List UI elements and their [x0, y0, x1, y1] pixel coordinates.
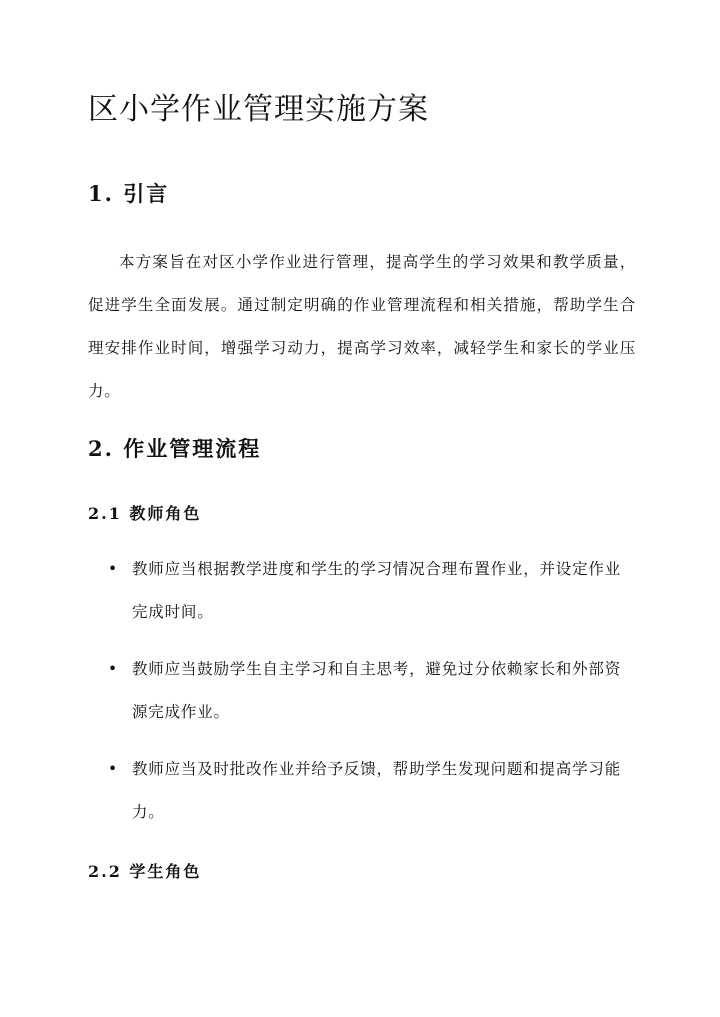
bullet-icon: • [108, 560, 118, 578]
section-heading-workflow: 2. 作业管理流程 [88, 436, 262, 461]
list-item [88, 648, 636, 734]
list-item-text: 教师应当根据教学进度和学生的学习情况合理布置作业，并设定作业完成时间。 [132, 560, 622, 621]
subsection-heading-teacher-role: 2.1 教师角色 [88, 504, 202, 523]
list-item [88, 748, 636, 834]
subsection-heading-student-role: 2.2 学生角色 [88, 862, 202, 881]
introduction-paragraph: 本方案旨在对区小学作业进行管理，提高学生的学习效果和教学质量，促进学生全面发展。通过制定明确的作业管理流程和相关措施，帮助学生合理安排作业时间，增强学习动力，提高学习效率，减轻学生和家长的学业压力。 [88, 253, 636, 400]
section-heading-introduction: 1. 引言 [88, 181, 170, 206]
list-item-text: 教师应当及时批改作业并给予反馈，帮助学生发现问题和提高学习能力。 [132, 760, 622, 821]
list-item-text: 教师应当鼓励学生自主学习和自主思考，避免过分依赖家长和外部资源完成作业。 [132, 660, 622, 721]
bullet-icon: • [108, 660, 118, 678]
bullet-icon: • [108, 760, 118, 778]
teacher-role-list [88, 548, 636, 848]
document-title: 区小学作业管理实施方案 [88, 92, 429, 127]
list-item [88, 548, 636, 634]
